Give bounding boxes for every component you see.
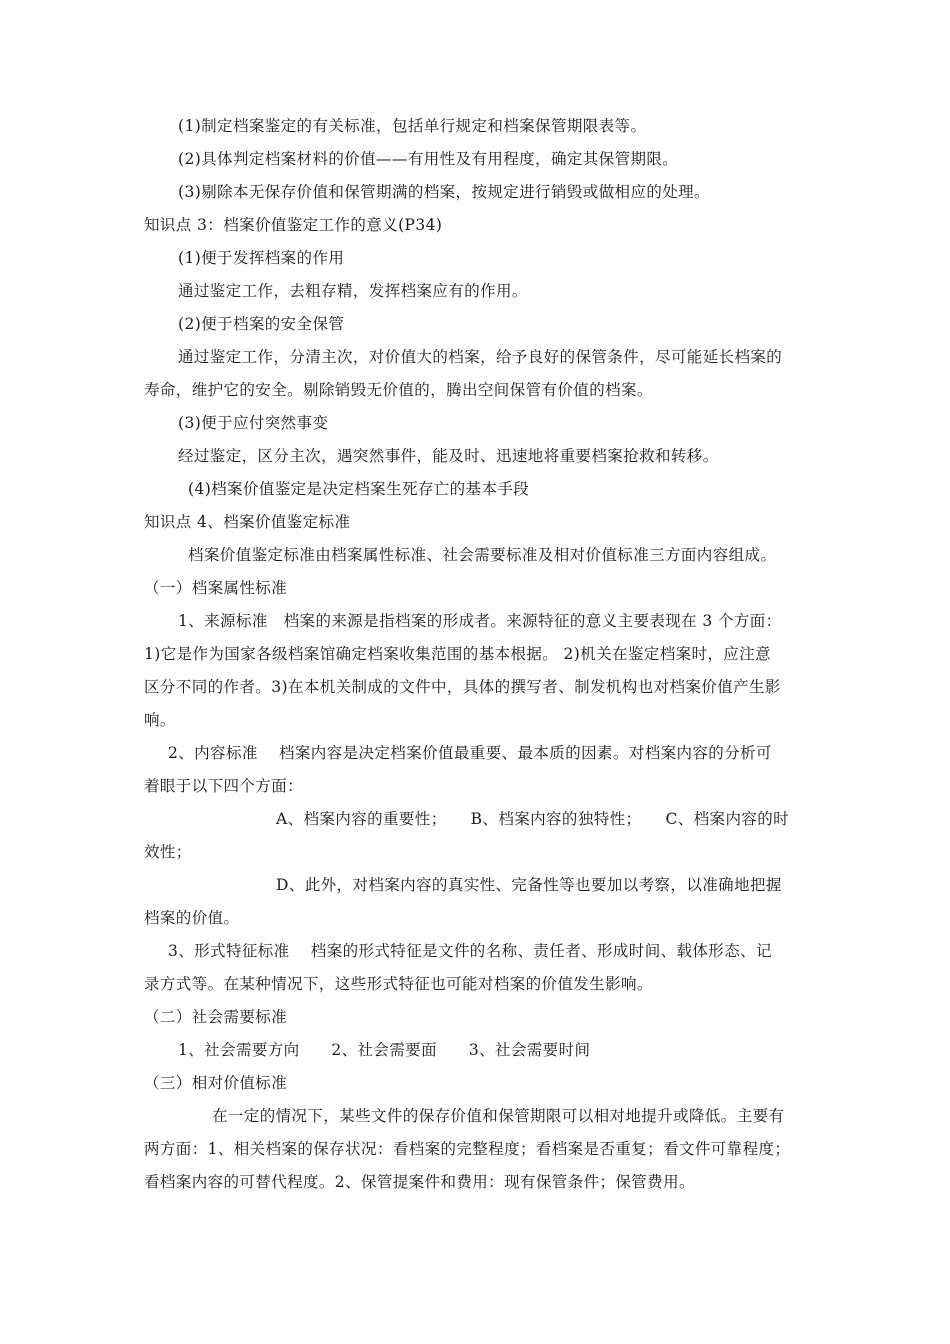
subsection-heading: （二）社会需要标准 — [144, 1008, 288, 1026]
text-line: 档案的价值。 — [144, 909, 240, 927]
text-line: D、此外，对档案内容的真实性、完备性等也要加以考察，以准确地把握 — [276, 876, 782, 894]
text-line: (3)便于应付突然事变 — [178, 414, 329, 432]
text-line: 着眼于以下四个方面： — [144, 777, 304, 795]
text-line: 经过鉴定，区分主次，遇突然事件，能及时、迅速地将重要档案抢救和转移。 — [178, 447, 719, 465]
text-line: 1、来源标准 档案的来源是指档案的形成者。来源特征的意义主要表现在 3 个方面： — [178, 612, 782, 630]
text-line: (1)便于发挥档案的作用 — [178, 249, 345, 267]
text-line: 通过鉴定工作，去粗存精，发挥档案应有的作用。 — [178, 282, 528, 300]
section-heading: 知识点 4、档案价值鉴定标准 — [144, 513, 351, 531]
subsection-heading: （三）相对价值标准 — [144, 1074, 288, 1092]
text-line: 寿命，维护它的安全。剔除销毁无价值的，腾出空间保管有价值的档案。 — [144, 381, 653, 399]
section-heading: 知识点 3：档案价值鉴定工作的意义(P34) — [144, 216, 443, 234]
text-line: 看档案内容的可替代程度。2、保管提案件和费用：现有保管条件；保管费用。 — [144, 1173, 695, 1191]
text-line: 档案价值鉴定标准由档案属性标准、社会需要标准及相对价值标准三方面内容组成。 — [188, 546, 777, 564]
text-line: A、档案内容的重要性； B、档案内容的独特性； C、档案内容的时 — [276, 810, 790, 828]
text-line: 1、社会需要方向 2、社会需要面 3、社会需要时间 — [178, 1041, 591, 1059]
text-line: (4)档案价值鉴定是决定档案生死存亡的基本手段 — [188, 480, 530, 498]
text-line: (3)剔除本无保存价值和保管期满的档案，按规定进行销毁或做相应的处理。 — [178, 183, 710, 201]
text-line: 区分不同的作者。3)在本机关制成的文件中，具体的撰写者、制发机构也对档案价值产生影 — [144, 678, 781, 696]
subsection-heading: （一）档案属性标准 — [144, 579, 288, 597]
text-line: 3、形式特征标准 档案的形式特征是文件的名称、责任者、形成时间、载体形态、记 — [168, 942, 772, 960]
text-line: 通过鉴定工作，分清主次，对价值大的档案，给予良好的保管条件，尽可能延长档案的 — [178, 348, 783, 366]
text-line: 2、内容标准 档案内容是决定档案价值最重要、最本质的因素。对档案内容的分析可 — [168, 744, 772, 762]
text-line: 录方式等。在某种情况下，这些形式特征也可能对档案的价值发生影响。 — [144, 975, 653, 993]
text-line: 在一定的情况下，某些文件的保存价值和保管期限可以相对地提升或降低。主要有 — [212, 1107, 785, 1125]
text-line: (2)具体判定档案材料的价值——有用性及有用程度，确定其保管期限。 — [178, 150, 679, 168]
text-line: 1)它是作为国家各级档案馆确定档案收集范围的基本根据。 2)机关在鉴定档案时，应注意 — [144, 645, 772, 663]
text-line: 响。 — [144, 711, 176, 729]
text-line: 两方面：1、相关档案的保存状况：看档案的完整程度；看档案是否重复；看文件可靠程度； — [144, 1140, 791, 1158]
text-line: (2)便于档案的安全保管 — [178, 315, 345, 333]
text-line: (1)制定档案鉴定的有关标准，包括单行规定和档案保管期限表等。 — [178, 117, 647, 135]
text-line: 效性； — [144, 843, 192, 861]
